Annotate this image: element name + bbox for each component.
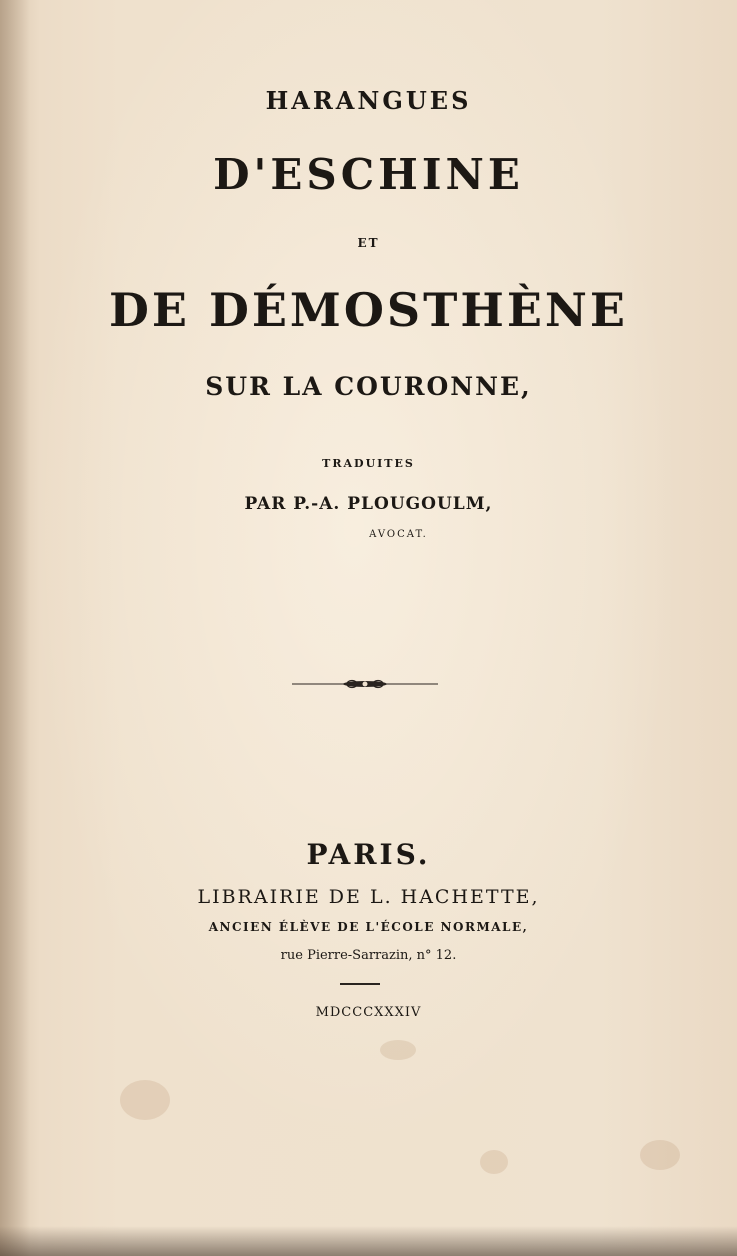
foxing-spot (640, 1140, 680, 1170)
translator-name: PAR P.-A. PLOUGOULM, (244, 494, 493, 514)
page-bottom-shadow (0, 1226, 737, 1256)
imprint-year: MDCCCXXXIV (315, 1005, 422, 1020)
title-harangues: HARANGUES (265, 86, 472, 115)
title-eschine: D'ESCHINE (213, 150, 524, 199)
title-et: ET (357, 236, 380, 250)
translated-label: TRADUITES (322, 457, 415, 470)
imprint-publisher: LIBRAIRIE DE L. HACHETTE, (197, 886, 540, 908)
ornament-divider (290, 676, 440, 692)
imprint-city: PARIS. (306, 838, 431, 871)
title-demosthene: DE DÉMOSTHÈNE (109, 283, 628, 337)
foxing-spot (480, 1150, 508, 1174)
imprint-publisher-note: ANCIEN ÉLÈVE DE L'ÉCOLE NORMALE, (208, 920, 529, 934)
foxing-spot (380, 1040, 416, 1060)
title-couronne: SUR LA COURONNE, (205, 372, 532, 401)
foxing-spot (120, 1080, 170, 1120)
imprint-rule (340, 983, 380, 985)
translator-profession: AVOCAT. (369, 529, 428, 540)
imprint-address: rue Pierre-Sarrazin, n° 12. (280, 948, 457, 963)
